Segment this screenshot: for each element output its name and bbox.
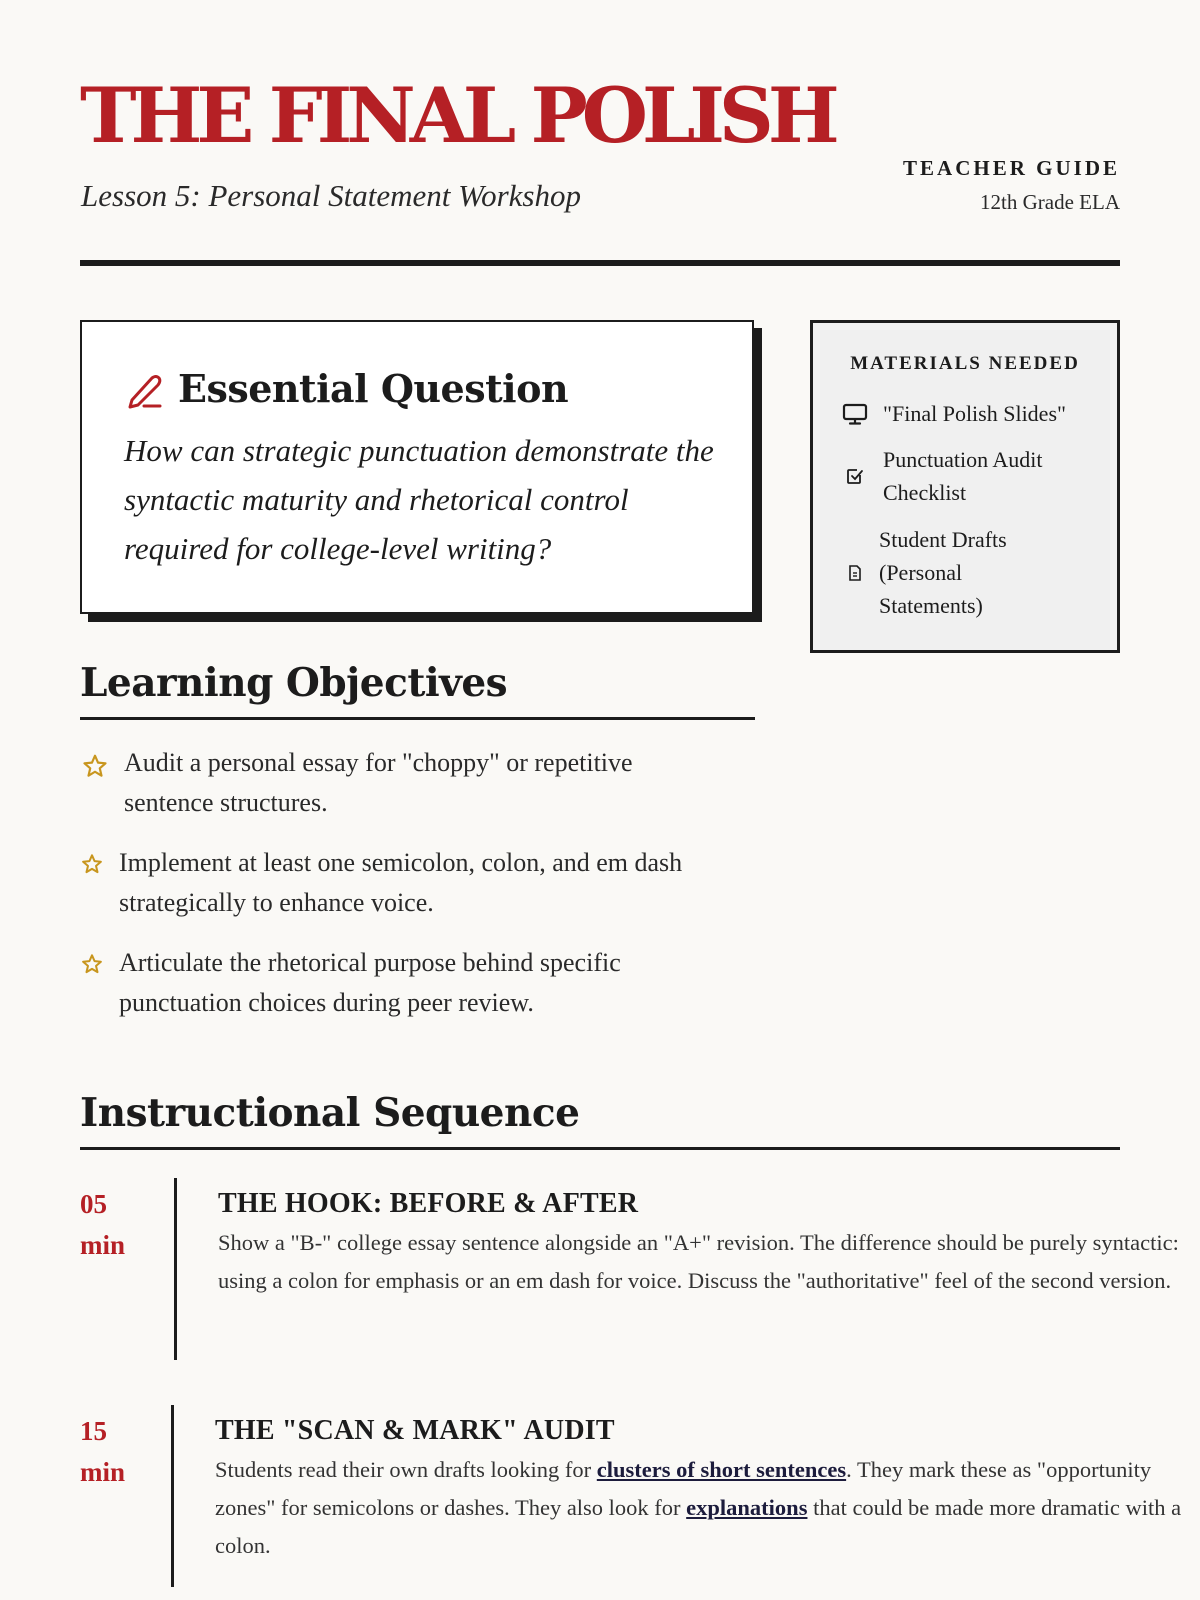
essential-question-text: How can strategic punctuation demonstrate the syntactic maturity and rhetorical control required for college-level writing? bbox=[124, 433, 714, 566]
step-duration bbox=[80, 1411, 150, 1493]
highlight-link[interactable]: explanations bbox=[686, 1495, 808, 1520]
material-item bbox=[841, 397, 1103, 430]
step-duration bbox=[80, 1184, 150, 1266]
step-heading: THE HOOK: BEFORE & AFTER bbox=[218, 1188, 639, 1219]
materials-panel bbox=[810, 320, 1120, 653]
page-title: THE FINAL POLISH bbox=[80, 71, 834, 160]
sequence-step bbox=[80, 1411, 1182, 1591]
star-icon bbox=[80, 753, 110, 779]
step-heading: THE "SCAN & MARK" AUDIT bbox=[215, 1415, 615, 1446]
step-unit: min bbox=[80, 1230, 126, 1260]
objective-item bbox=[80, 843, 720, 923]
document-icon bbox=[841, 564, 869, 582]
step-body-text: Students read their own drafts looking for bbox=[215, 1457, 597, 1482]
objective-text: Implement at least one semicolon, colon, and em dash strategically to enhance voice. bbox=[119, 848, 683, 917]
star-icon bbox=[80, 853, 104, 875]
objective-text: Articulate the rhetorical purpose behind specific punctuation choices during peer review. bbox=[119, 948, 621, 1017]
objective-item bbox=[80, 743, 720, 823]
step-minutes: 05 bbox=[80, 1189, 107, 1219]
essential-question-title: Essential Question bbox=[178, 366, 569, 411]
checklist-icon bbox=[841, 466, 869, 486]
star-icon bbox=[80, 953, 104, 975]
header-divider bbox=[80, 260, 1120, 266]
step-unit: min bbox=[80, 1457, 126, 1487]
objectives-title: Learning Objectives bbox=[80, 660, 508, 706]
material-item bbox=[841, 443, 1083, 509]
sequence-title: Instructional Sequence bbox=[80, 1090, 580, 1136]
pencil-icon bbox=[124, 369, 164, 409]
sequence-divider bbox=[80, 1147, 1120, 1150]
monitor-icon bbox=[841, 402, 869, 426]
step-timeline-bar bbox=[174, 1178, 177, 1360]
essential-question-header bbox=[124, 366, 568, 411]
material-label: Punctuation Audit Checklist bbox=[883, 447, 1043, 505]
grade-label: 12th Grade ELA bbox=[980, 190, 1120, 214]
step-content bbox=[215, 1411, 1200, 1565]
material-label: "Final Polish Slides" bbox=[883, 401, 1066, 426]
highlight-link[interactable]: clusters of short sentences bbox=[596, 1457, 847, 1482]
step-body-text: . They mark these as "opportunity zones" for semicolons or dashes. They also look for bbox=[215, 1457, 1152, 1520]
materials-title: MATERIALS NEEDED bbox=[850, 353, 1080, 374]
material-item bbox=[841, 523, 1049, 622]
step-timeline-bar bbox=[171, 1405, 174, 1587]
guide-label: TEACHER GUIDE bbox=[903, 156, 1120, 180]
essential-question-card bbox=[80, 320, 754, 614]
step-minutes: 15 bbox=[80, 1416, 107, 1446]
objectives-divider bbox=[80, 717, 755, 720]
step-body-text: that could be made more dramatic with a colon. bbox=[215, 1495, 1182, 1558]
objective-text: Audit a personal essay for "choppy" or repetitive sentence structures. bbox=[124, 748, 633, 817]
material-label: Student Drafts (Personal Statements) bbox=[879, 527, 1007, 618]
step-content bbox=[218, 1184, 1198, 1300]
sequence-step bbox=[80, 1184, 1179, 1364]
lesson-subtitle: Lesson 5: Personal Statement Workshop bbox=[81, 178, 581, 213]
step-body bbox=[215, 1451, 1200, 1565]
step-body: Show a "B-" college essay sentence alongside an "A+" revision. The difference should be purely syntactic: using a colon for emphasis or an em dash for voice. Discuss the "authoritative" feel of the second version. bbox=[218, 1230, 1179, 1293]
objective-item bbox=[80, 943, 720, 1023]
